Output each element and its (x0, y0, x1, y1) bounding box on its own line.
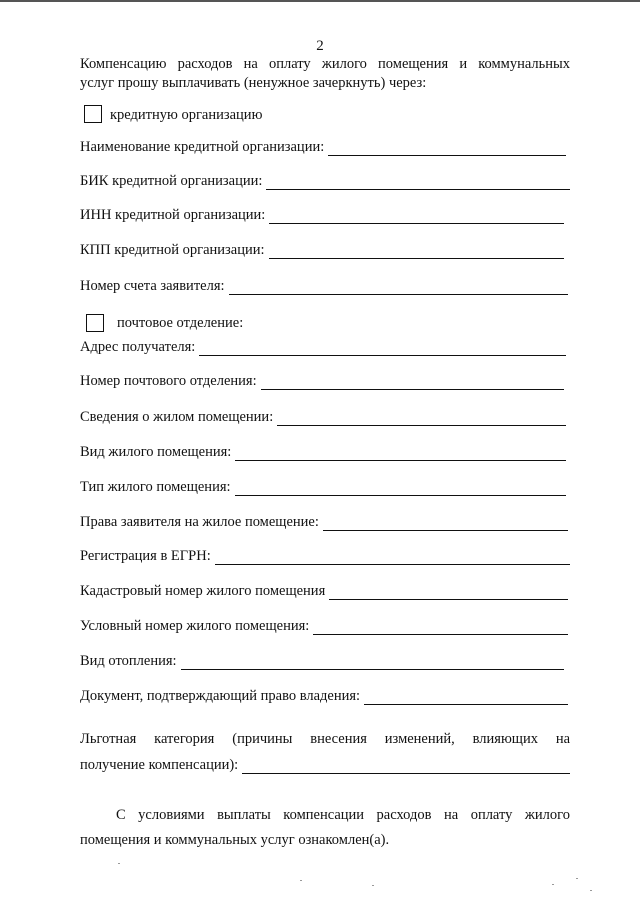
kpp-field[interactable] (80, 239, 564, 259)
word: и (459, 56, 468, 72)
post-office-number-label: Номер почтового отделения: (80, 373, 257, 389)
word: влияющих (472, 731, 538, 747)
benefit-line[interactable] (242, 759, 570, 774)
intro-line-2: услуг прошу выплачивать (ненужное зачеркнуть) через: (80, 75, 427, 91)
address-line[interactable] (199, 341, 566, 356)
scan-speck (300, 880, 302, 881)
rights-field[interactable] (80, 511, 568, 531)
word: помещения (378, 56, 449, 72)
heating-label: Вид отопления: (80, 653, 177, 669)
heating-field[interactable] (80, 650, 564, 670)
account-label: Номер счета заявителя: (80, 278, 225, 294)
rights-line[interactable] (323, 516, 568, 531)
word: (причины (232, 731, 293, 747)
egrn-field[interactable] (80, 545, 570, 565)
scan-speck (590, 890, 592, 891)
post-office-checkbox[interactable] (86, 314, 104, 332)
closing-line-1 (116, 807, 570, 824)
word: жилого (321, 56, 367, 72)
housing-type-label: Тип жилого помещения: (80, 479, 231, 495)
credit-org-checkbox[interactable] (84, 105, 102, 123)
address-label: Адрес получателя: (80, 339, 196, 355)
bank-name-label: Наименование кредитной организации: (80, 139, 325, 155)
egrn-label: Регистрация в ЕГРН: (80, 548, 211, 564)
word: коммунальных (478, 56, 571, 72)
scan-speck (576, 878, 578, 879)
ownership-doc-label: Документ, подтверждающий право владения: (80, 688, 361, 704)
top-border-line (0, 0, 640, 2)
cadastral-line[interactable] (329, 585, 568, 600)
word: Компенсацию (80, 56, 167, 72)
account-field[interactable] (80, 275, 568, 295)
housing-kind-label: Вид жилого помещения: (80, 444, 232, 460)
conditional-number-line[interactable] (313, 620, 568, 635)
benefit-label: получение компенсации): (80, 757, 239, 773)
word: внесения (310, 731, 367, 747)
heating-line[interactable] (181, 655, 564, 670)
word: на (243, 56, 258, 72)
word: на (555, 731, 571, 747)
conditional-number-label: Условный номер жилого помещения: (80, 618, 310, 634)
intro-line-1 (80, 56, 570, 73)
word: С (116, 807, 126, 823)
word: изменений, (384, 731, 455, 747)
scan-speck (552, 884, 554, 885)
post-office-option-label: почтовое отделение: (117, 315, 244, 331)
ownership-doc-line[interactable] (364, 690, 568, 705)
page-number: 2 (316, 38, 324, 54)
word: расходов (177, 56, 233, 72)
housing-info-line[interactable] (277, 411, 566, 426)
bik-field[interactable] (80, 170, 570, 190)
egrn-line[interactable] (215, 550, 570, 565)
word: оплату (470, 807, 513, 823)
housing-kind-line[interactable] (235, 446, 566, 461)
word: условиями (138, 807, 205, 823)
bank-name-field[interactable] (80, 136, 566, 156)
bank-name-line[interactable] (328, 141, 566, 156)
benefit-line-1 (80, 731, 570, 748)
closing-line-2: помещения и коммунальных услуг ознакомлен(а). (80, 832, 390, 848)
housing-type-line[interactable] (235, 481, 566, 496)
benefit-field[interactable] (80, 754, 570, 774)
housing-type-field[interactable] (80, 476, 566, 496)
cadastral-label: Кадастровый номер жилого помещения (80, 583, 326, 599)
bik-line[interactable] (266, 175, 570, 190)
inn-field[interactable] (80, 204, 564, 224)
ownership-doc-field[interactable] (80, 685, 568, 705)
kpp-label: КПП кредитной организации: (80, 242, 265, 258)
inn-label: ИНН кредитной организации: (80, 207, 266, 223)
word: выплаты (217, 807, 271, 823)
word: расходов (376, 807, 432, 823)
housing-info-label: Сведения о жилом помещении: (80, 409, 274, 425)
bik-label: БИК кредитной организации: (80, 173, 263, 189)
word: жилого (524, 807, 570, 823)
account-line[interactable] (229, 280, 568, 295)
post-office-number-field[interactable] (80, 370, 564, 390)
scan-speck (372, 885, 374, 886)
word: Льготная (80, 731, 137, 747)
cadastral-field[interactable] (80, 580, 568, 600)
word: категория (154, 731, 215, 747)
word: компенсации (283, 807, 365, 823)
word: оплату (268, 56, 311, 72)
housing-info-field[interactable] (80, 406, 566, 426)
post-office-number-line[interactable] (261, 375, 564, 390)
conditional-number-field[interactable] (80, 615, 568, 635)
credit-org-option-label: кредитную организацию (110, 107, 263, 123)
rights-label: Права заявителя на жилое помещение: (80, 514, 319, 530)
kpp-line[interactable] (269, 244, 564, 259)
inn-line[interactable] (269, 209, 564, 224)
address-field[interactable] (80, 336, 566, 356)
word: на (443, 807, 459, 823)
scan-speck (118, 863, 120, 864)
housing-kind-field[interactable] (80, 441, 566, 461)
